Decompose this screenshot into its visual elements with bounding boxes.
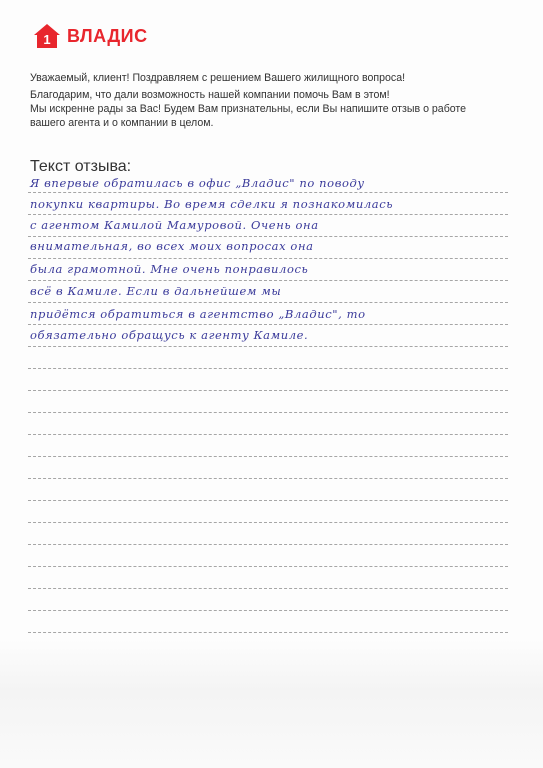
logo-badge-number: 1 xyxy=(43,32,51,47)
intro-thanks-line-3: вашего агента и о компании в целом. xyxy=(30,117,214,129)
ruled-line xyxy=(28,412,508,413)
handwritten-line: Я впервые обратилась в офис „Владис" по поводу xyxy=(30,176,365,190)
review-title: Текст отзыва: xyxy=(30,158,132,175)
ruled-line xyxy=(28,390,508,391)
intro-thanks-line-1: Благодарим, что дали возможность нашей компании помочь Вам в этом! xyxy=(30,89,390,101)
ruled-line xyxy=(28,500,508,501)
handwritten-line: внимательная, во всех моих вопросах она xyxy=(30,239,314,253)
ruled-line xyxy=(28,456,508,457)
handwritten-line: обязательно обращусь к агенту Камиле. xyxy=(30,328,309,342)
ruled-line xyxy=(28,522,508,523)
ruled-line xyxy=(28,258,508,259)
ruled-line xyxy=(28,588,508,589)
brand-name: ВЛАДИС xyxy=(67,25,148,46)
ruled-line xyxy=(28,280,508,281)
scan-fade xyxy=(0,640,543,768)
ruled-line xyxy=(28,478,508,479)
ruled-line xyxy=(28,566,508,567)
ruled-line xyxy=(28,632,508,633)
ruled-line xyxy=(28,346,508,347)
ruled-line xyxy=(28,192,508,193)
ruled-line xyxy=(28,434,508,435)
intro-greeting: Уважаемый, клиент! Поздравляем с решением Вашего жилищного вопроса! xyxy=(30,72,406,84)
ruled-line xyxy=(28,610,508,611)
handwritten-line: придётся обратиться в агентство „Владис", то xyxy=(30,307,366,321)
ruled-line xyxy=(28,324,508,325)
ruled-line xyxy=(28,214,508,215)
handwritten-line: с агентом Камилой Мамуровой. Очень она xyxy=(30,218,319,232)
ruled-line xyxy=(28,236,508,237)
handwritten-line: всё в Камиле. Если в дальнейшем мы xyxy=(30,284,282,298)
ruled-line xyxy=(28,368,508,369)
ruled-line xyxy=(28,302,508,303)
ruled-line xyxy=(28,544,508,545)
handwritten-line: была грамотной. Мне очень понравилось xyxy=(30,262,309,276)
handwritten-line: покупки квартиры. Во время сделки я познакомилась xyxy=(30,197,394,211)
intro-thanks-line-2: Мы искренне рады за Вас! Будем Вам признательны, если Вы напишите отзыв о работе xyxy=(30,103,467,115)
